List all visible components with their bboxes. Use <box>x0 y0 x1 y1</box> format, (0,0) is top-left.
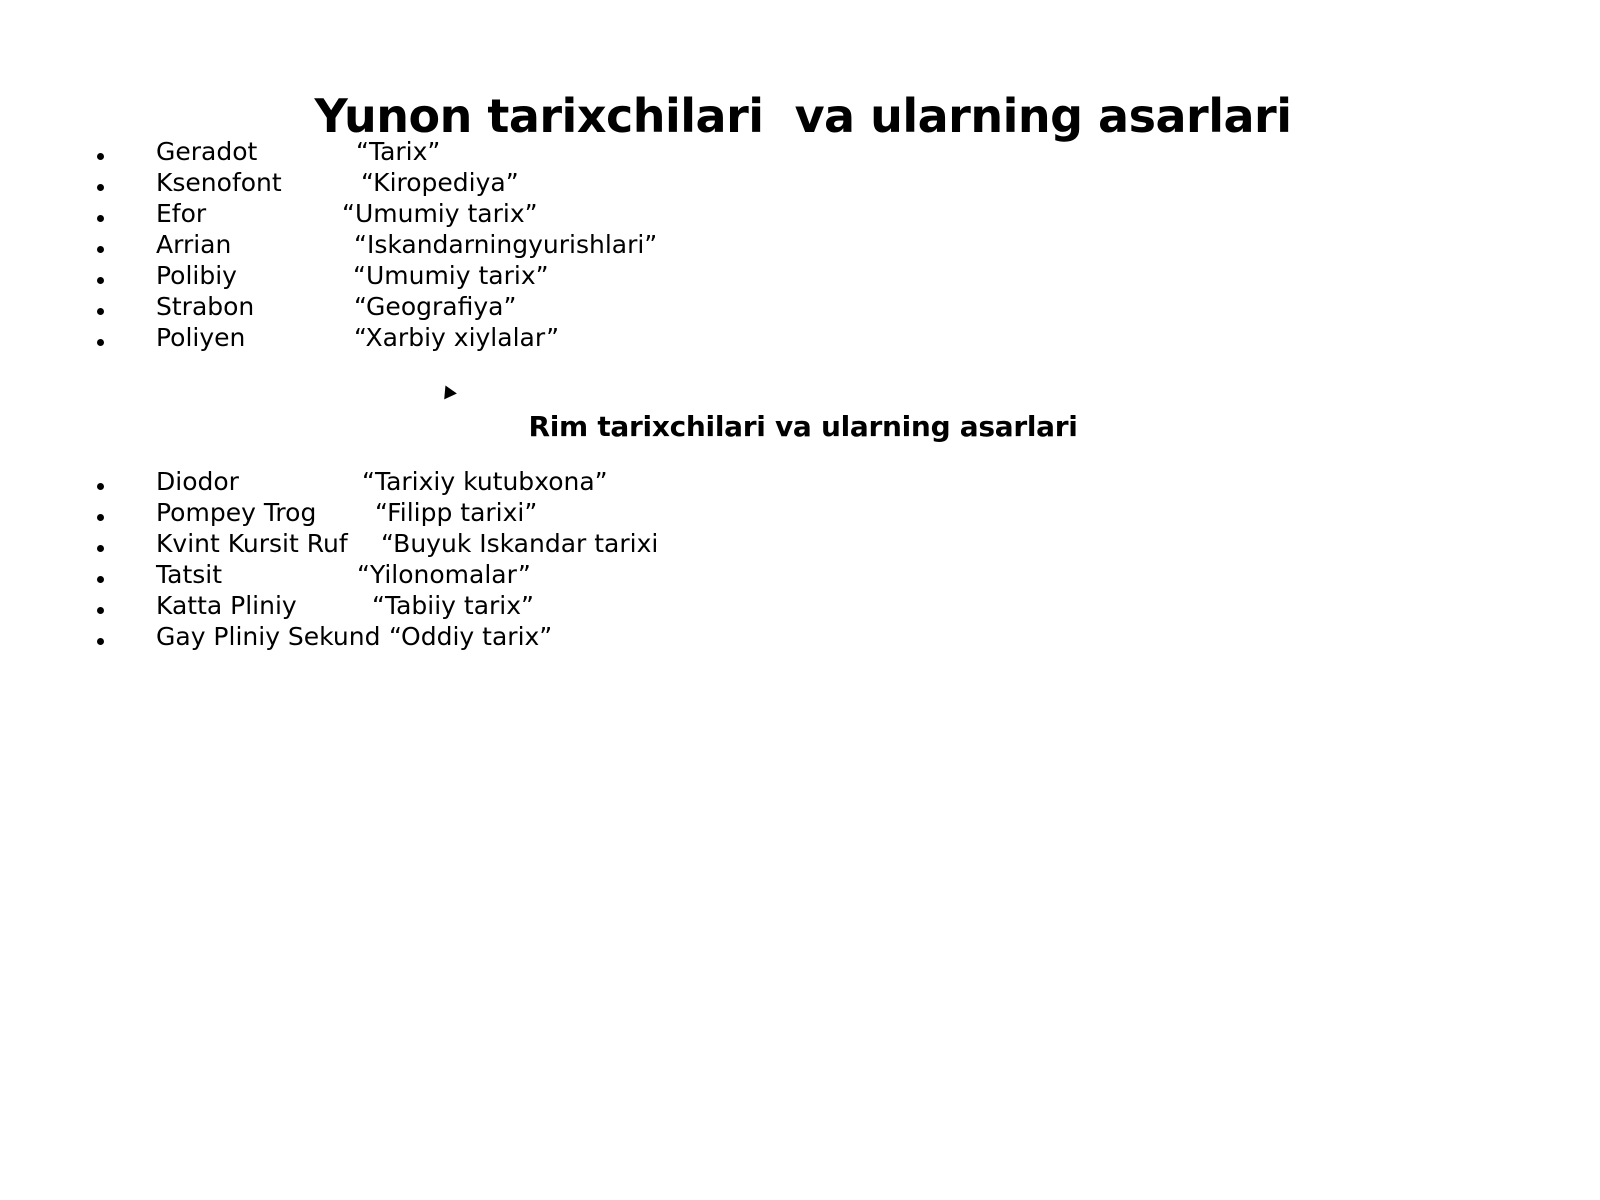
list-item <box>0 322 1600 353</box>
bullet-icon <box>97 339 104 346</box>
work-title: “Geografiya” <box>354 292 517 321</box>
author-name: Geradot <box>156 137 258 166</box>
author-name: Tatsit <box>156 560 223 589</box>
roman-historians-list <box>0 466 1600 652</box>
author-name: Kvint Kursit Ruf <box>156 529 348 558</box>
author-name: Ksenofont <box>156 168 282 197</box>
author-name: Diodor <box>156 467 239 496</box>
list-item <box>0 260 1600 291</box>
bullet-icon <box>97 277 104 284</box>
author-name: Pompey Trog <box>156 498 317 527</box>
work-title: “Tarix” <box>356 137 441 166</box>
list-item <box>0 528 1600 559</box>
bullet-icon <box>97 483 104 490</box>
work-title: “Tarixiy kutubxona” <box>362 467 608 496</box>
author-name: Strabon <box>156 292 255 321</box>
bullet-icon <box>97 638 104 645</box>
work-title: “Tabiiy tarix” <box>372 591 534 620</box>
bullet-icon <box>97 184 104 191</box>
bullet-icon <box>97 607 104 614</box>
list-item <box>0 198 1600 229</box>
bullet-icon <box>97 215 104 222</box>
slide-title: Yunon tarixchilari va ularning asarlari <box>314 88 1292 143</box>
work-title: “Umumiy tarix” <box>342 199 538 228</box>
work-title: “Kiropediya” <box>361 168 519 197</box>
list-item <box>0 167 1600 198</box>
work-title: “Xarbiy xiylalar” <box>354 323 560 352</box>
list-item <box>0 559 1600 590</box>
list-item <box>0 497 1600 528</box>
bullet-icon <box>97 545 104 552</box>
bullet-icon <box>97 246 104 253</box>
work-title: “Iskandarningyurishlari” <box>354 230 658 259</box>
author-name: Katta Pliniy <box>156 591 297 620</box>
list-item <box>0 136 1600 167</box>
author-name: Poliyen <box>156 323 246 352</box>
author-name: Arrian <box>156 230 232 259</box>
list-item <box>0 590 1600 621</box>
mouse-pointer-icon <box>439 383 457 400</box>
work-title: “Umumiy tarix” <box>353 261 549 290</box>
bullet-icon <box>97 308 104 315</box>
work-title: “Filipp tarixi” <box>375 498 538 527</box>
author-name: Efor <box>156 199 207 228</box>
section-subtitle: Rim tarixchilari va ularning asarlari <box>528 410 1078 444</box>
work-title: “Yilonomalar” <box>357 560 531 589</box>
greek-historians-list <box>0 136 1600 353</box>
bullet-icon <box>97 576 104 583</box>
author-name: Polibiy <box>156 261 237 290</box>
author-name: Gay Pliniy Sekund <box>156 622 381 651</box>
bullet-icon <box>97 153 104 160</box>
bullet-icon <box>97 514 104 521</box>
list-item <box>0 291 1600 322</box>
work-title: “Oddiy tarix” <box>389 622 553 651</box>
list-item <box>0 466 1600 497</box>
list-item <box>0 229 1600 260</box>
list-item <box>0 621 1600 652</box>
work-title: “Buyuk Iskandar tarixi <box>381 529 659 558</box>
